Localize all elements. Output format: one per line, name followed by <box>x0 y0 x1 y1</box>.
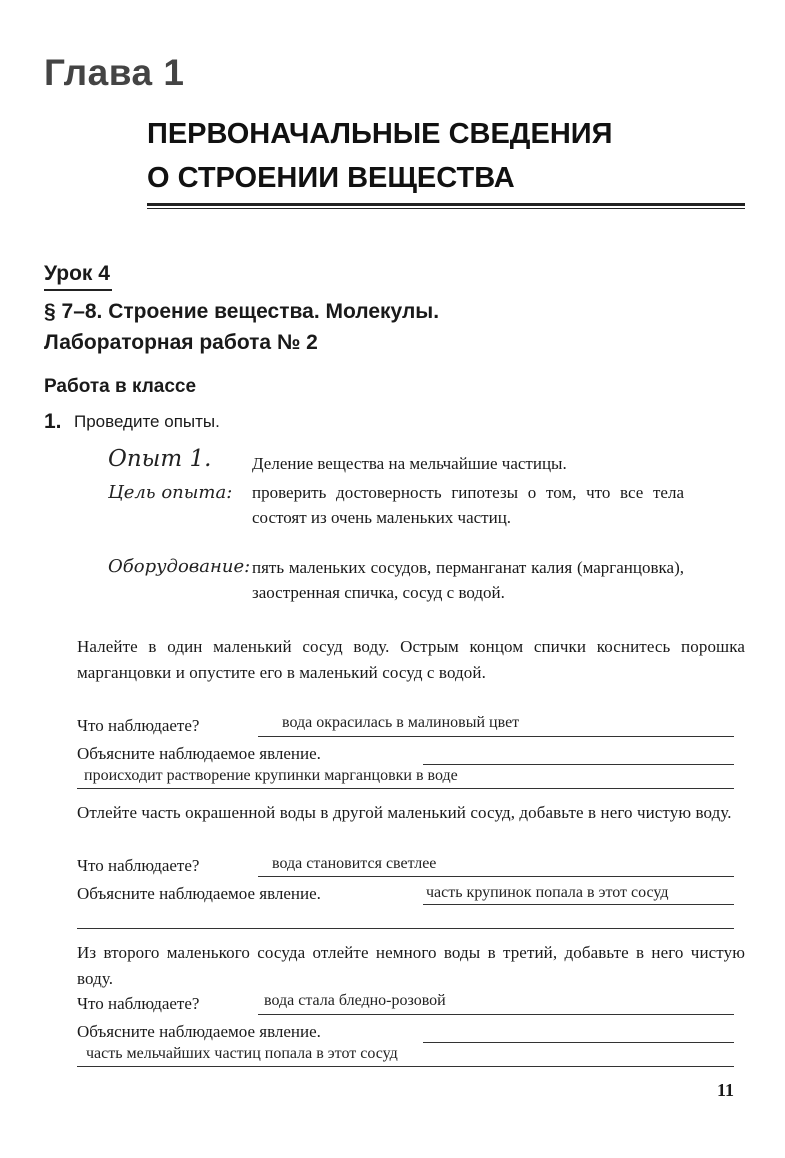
title-rule-thick <box>147 203 745 206</box>
step1-explain-answer: происходит растворение крупинки марганцовки в воде <box>84 767 458 784</box>
step1-explain-question: Объясните наблюдаемое явление. <box>77 744 321 763</box>
step1-observe-line <box>258 736 734 737</box>
step3-explain-line-b <box>77 1066 734 1067</box>
step2-observe-line <box>258 876 734 877</box>
step2-observe-question: Что наблюдаете? <box>77 856 200 875</box>
title-rule-thin <box>147 208 745 209</box>
subheading: Работа в классе <box>44 376 197 397</box>
section-title-line-1: § 7–8. Строение вещества. Молекулы. <box>44 300 440 323</box>
step2-explain-answer: часть крупинок попала в этот сосуд <box>426 884 669 901</box>
step3-explain-answer: часть мельчайших частиц попала в этот сосуд <box>86 1045 398 1062</box>
step1-observe-answer: вода окрасилась в малиновый цвет <box>282 714 520 731</box>
task-text: Проведите опыты. <box>74 412 220 431</box>
task-number: 1. <box>44 410 62 433</box>
step2-explain-line-b <box>77 928 734 929</box>
chapter-title-line-1: ПЕРВОНАЧАЛЬНЫЕ СВЕДЕНИЯ <box>147 118 613 150</box>
step2-instruction: Отлейте часть окрашенной воды в другой маленький сосуд, добавьте в него чистую воду. <box>77 803 732 822</box>
step1-instruction: Налейте в один маленький сосуд воду. Острым концом спички коснитесь порошка марганцовки и опустите его в маленький сосуд с водой. <box>77 637 745 682</box>
step1-observe-question: Что наблюдаете? <box>77 716 200 735</box>
step2-observe-answer: вода становится светлее <box>272 855 437 872</box>
goal-label: Цель опыта: <box>108 482 233 503</box>
step3-explain-line-a <box>423 1042 734 1043</box>
step1-explain-line-a <box>423 764 734 765</box>
chapter-title-line-2: О СТРОЕНИИ ВЕЩЕСТВА <box>147 162 515 194</box>
step3-observe-answer: вода стала бледно-розовой <box>264 992 446 1009</box>
equipment-text: пять маленьких сосудов, перманганат калия (марганцовка), заостренная спичка, сосуд с водой. <box>252 558 684 602</box>
step3-instruction: Из второго маленького сосуда отлейте немного воды в третий, добавьте в него чистую воду. <box>77 943 745 988</box>
page-number: 11 <box>717 1080 735 1100</box>
chapter-heading: Глава 1 <box>44 52 185 93</box>
step2-explain-question: Объясните наблюдаемое явление. <box>77 884 321 903</box>
step3-observe-question: Что наблюдаете? <box>77 994 200 1013</box>
step3-explain-question: Объясните наблюдаемое явление. <box>77 1022 321 1041</box>
section-title-line-2: Лабораторная работа № 2 <box>44 331 318 354</box>
step3-observe-line <box>258 1014 734 1015</box>
equipment-label: Оборудование: <box>108 556 251 577</box>
lesson-label: Урок 4 <box>44 262 110 285</box>
experiment-label: Опыт 1. <box>108 446 212 472</box>
lesson-underline <box>44 289 112 291</box>
step1-explain-line-b <box>77 788 734 789</box>
step2-explain-line-a <box>423 904 734 905</box>
experiment-title: Деление вещества на мельчайшие частицы. <box>252 454 567 473</box>
goal-text: проверить достоверность гипотезы о том, что все тела состоят из очень маленьких частиц. <box>252 483 684 527</box>
